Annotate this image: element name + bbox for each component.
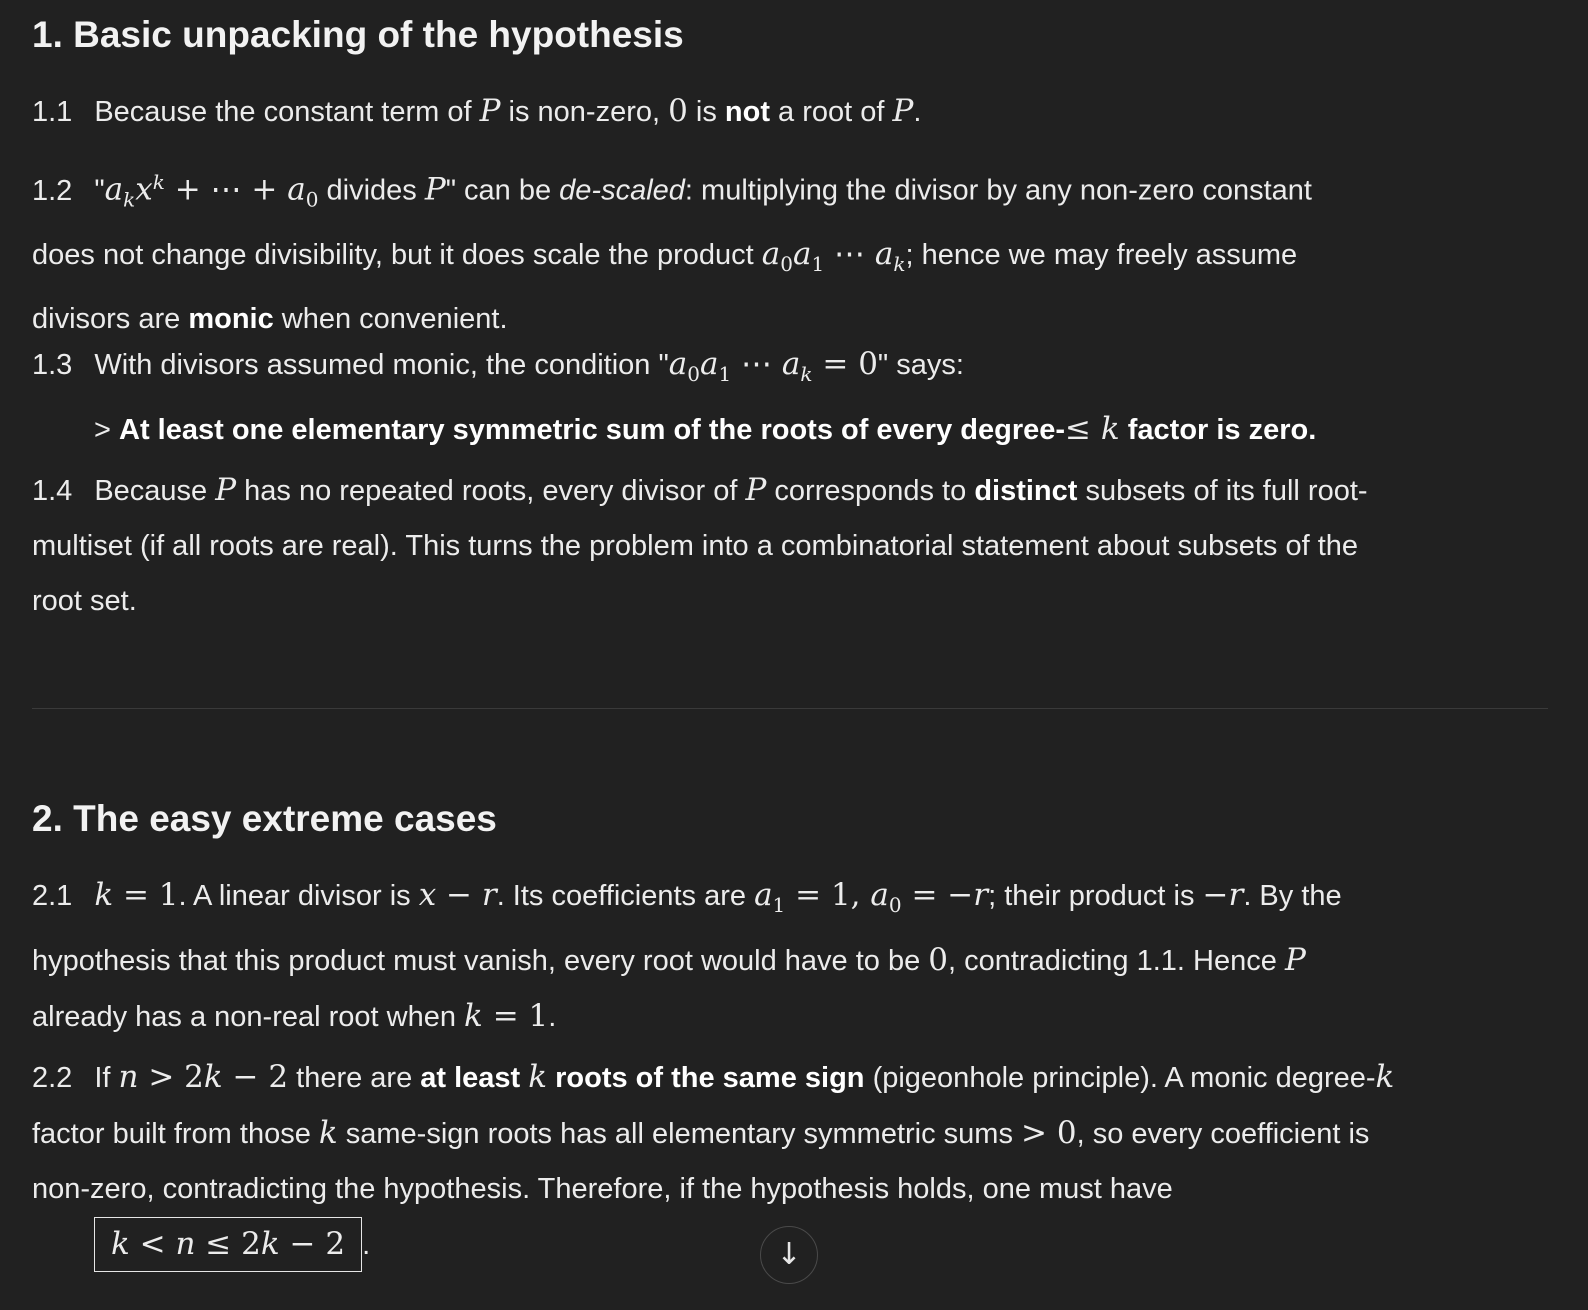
paragraph-1-4: 1.4 Because P has no repeated roots, every divisor of P corresponds to distinct subsets of its full root- multiset (if all roots are real). This turns the problem into a combinatorial statement about subsets of the root set. bbox=[32, 472, 1368, 617]
paragraph-1-3: 1.3 With divisors assumed monic, the condition "$a_0a_1$ ⋯ $a_k = 0$" says: > At least one elementary symmetric sum of the roots of every degree-≤ k factor is zero. bbox=[32, 337, 1316, 458]
paragraph-1-1: 1.1 Because the constant term of P is non-zero, 0 is not a root of P. bbox=[32, 93, 922, 129]
paragraph-2-2: 2.2 If n > 2k − 2 there are at least k roots of the same sign (pigeonhole principle). A monic degree-k factor built from those k same-sign roots has all elementary symmetric sums > 0, so every coefficient is non-zero, contradicting the hypothesis. Therefore, if the hypothesis holds, one must have k < n ≤ 2k − 2 . bbox=[32, 1050, 1394, 1273]
boxed-result: k < n ≤ 2k − 2 bbox=[94, 1217, 362, 1272]
paragraph-1-2: 1.2 "$a_kx^k$ + ⋯ + $a_0$ divides P" can be de-scaled: multiplying the divisor by any non-zero constant does not change divisibility, but it does scale the product $a_0a_1$ ⋯ $a_k$; hence we may freely assume divisors are monic when convenient. bbox=[32, 170, 1312, 336]
scroll-to-bottom-button[interactable] bbox=[760, 1226, 818, 1284]
arrow-down-icon: ↓ bbox=[776, 1237, 802, 1272]
section-heading: 2. The easy extreme cases bbox=[32, 798, 497, 839]
blockquote: > At least one elementary symmetric sum of the roots of every degree-≤ k factor is zero. bbox=[94, 410, 1317, 447]
section-divider bbox=[32, 708, 1548, 709]
section-heading: 1. Basic unpacking of the hypothesis bbox=[32, 14, 684, 55]
paragraph-2-1: 2.1 k = 1. A linear divisor is x − r. Its coefficients are $a_1 = 1$, $a_0 = -r$; their product is −r. By the hypothesis that this product must vanish, every root would have to be 0, contradicting 1.1. Hence P already has a non-real root when k = 1. bbox=[32, 877, 1342, 1034]
